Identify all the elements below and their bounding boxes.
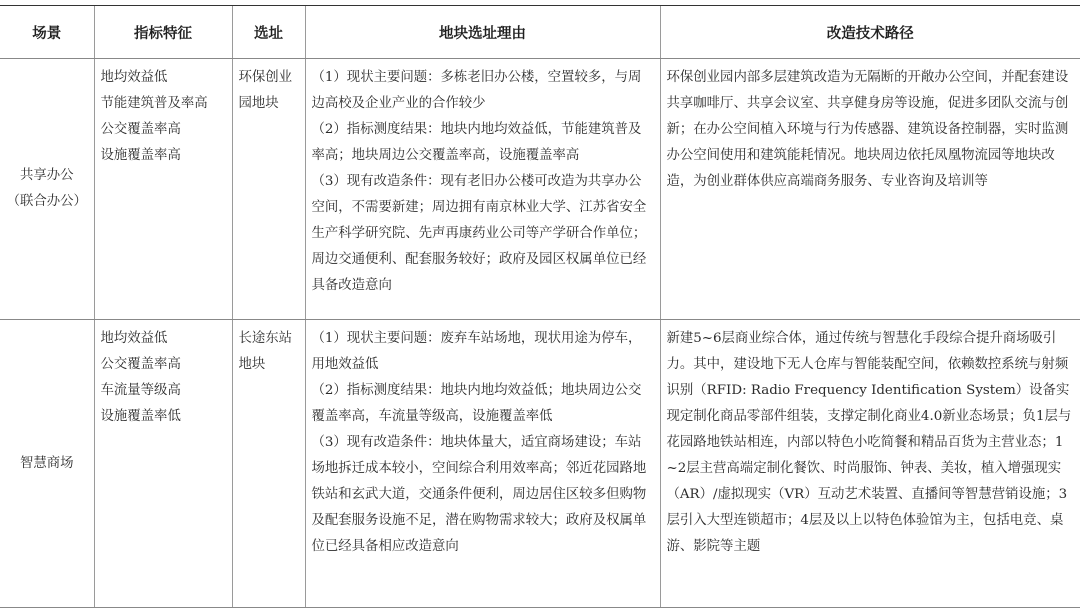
reason-item: （1）现状主要问题：废弃车站场地，现状用途为停车，用地效益低	[311, 331, 642, 372]
table-header-row	[0, 6, 1080, 59]
header-site: 选址	[232, 6, 305, 59]
path-cell: 环保创业园内部多层建筑改造为无隔断的开敞办公空间，并配套建设共享咖啡厅、共享会议室、共享健身房等设施，促进多团队交流与创新；在办公空间植入环境与行为传感器、建筑设备控制器，实时监测办公空间使用和建筑能耗情况。地块周边依托凤凰物流园等地块改造，为创业群体供应高端商务服务、专业咨询及培训等	[660, 59, 1080, 320]
scene-name: 智慧商场	[19, 455, 74, 471]
renovation-table	[0, 5, 1080, 608]
scene-cell	[0, 320, 94, 608]
reason-item: （3）现有改造条件：现有老旧办公楼可改造为共享办公空间，不需要新建；周边拥有南京林业大学、江苏省安全生产科学研究院、先声再康药业公司等产学研合作单位；周边交通便利、配套服务较好；政府及园区权属单位已经具备改造意向	[311, 174, 647, 293]
header-scene: 场景	[0, 6, 94, 59]
path-cell: 新建5~6层商业综合体，通过传统与智慧化手段综合提升商场吸引力。其中，建设地下无人仓库与智能装配空间，依赖数控系统与射频识别（RFID: Radio Frequency Identification System）设备实现定制化商品零部件组装，支撑定制化商业4.0新业态场景；负1层与花园路地铁站相连，内部以特色小吃简餐和精品百货为主营业态；1~2层主营高端定制化餐饮、时尚服饰、钟表、美妆，植入增强现实（AR）/虚拟现实（VR）互动艺术装置、直播间等智慧营销设施；3层引入大型连锁超市；4层及以上以特色体验馆为主，包括电竞、桌游、影院等主题	[660, 320, 1080, 608]
reason-item: （1）现状主要问题：多栋老旧办公楼，空置较多，与周边高校及企业产业的合作较少	[311, 70, 642, 111]
indicator-item: 公交覆盖率高	[100, 357, 181, 372]
reason-item: （2）指标测度结果：地块内地均效益低；地块周边公交覆盖率高，车流量等级高，设施覆盖率低	[311, 383, 642, 424]
indicator-item: 设施覆盖率低	[100, 409, 181, 424]
scene-subname: （联合办公）	[6, 194, 87, 209]
reasons-cell	[305, 320, 660, 608]
reason-item: （3）现有改造条件：地块体量大，适宜商场建设；车站场地拆迁成本较小，空间综合利用效率高；邻近花园路地铁站和玄武大道，交通条件便利，周边居住区较多但购物及配套服务设施不足，潜在购物需求较大；政府及权属单位已经具备相应改造意向	[311, 435, 647, 554]
table-row	[0, 320, 1080, 608]
scene-name: 共享办公	[19, 168, 74, 183]
indicator-item: 公交覆盖率高	[100, 122, 181, 137]
reasons-cell	[305, 59, 660, 320]
scene-cell	[0, 59, 94, 320]
indicator-item: 节能建筑普及率高	[100, 96, 208, 111]
header-reasons: 地块选址理由	[305, 6, 660, 59]
indicator-item: 地均效益低	[100, 70, 168, 85]
header-path: 改造技术路径	[660, 6, 1080, 59]
indicator-item: 设施覆盖率高	[100, 148, 181, 163]
site-cell: 环保创业园地块	[232, 59, 305, 320]
indicators-cell	[94, 59, 232, 320]
header-indicators: 指标特征	[94, 6, 232, 59]
site-cell: 长途东站地块	[232, 320, 305, 608]
reason-item: （2）指标测度结果：地块内地均效益低，节能建筑普及率高；地块周边公交覆盖率高，设施覆盖率高	[311, 122, 642, 163]
indicators-cell	[94, 320, 232, 608]
indicator-item: 车流量等级高	[100, 383, 181, 398]
table-row	[0, 59, 1080, 320]
indicator-item: 地均效益低	[100, 331, 168, 346]
